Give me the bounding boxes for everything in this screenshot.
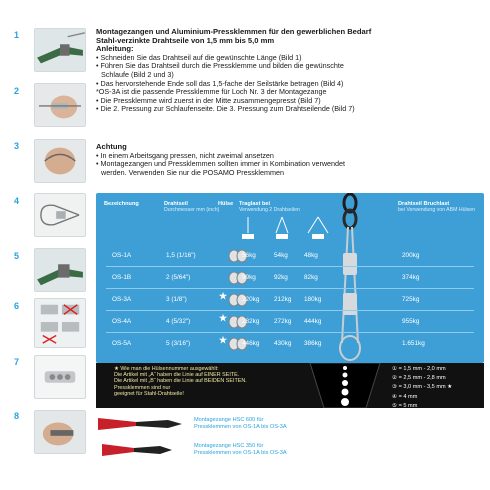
- crimp-tool-image: [96, 438, 186, 462]
- die-info-panel: [96, 363, 484, 408]
- cell-load-2: 212kg: [274, 296, 292, 303]
- cell-break-load: 725kg: [402, 296, 420, 303]
- cell-code: OS-3A: [112, 296, 132, 303]
- star-icon: ★: [219, 291, 228, 301]
- cell-load-3: 386kg: [304, 340, 322, 347]
- instruction-line: Schlaufe (Bild 2 und 3): [101, 69, 174, 79]
- cell-load-3: 48kg: [304, 252, 318, 259]
- instruction-line: • Schneiden Sie das Drahtseil auf die gewünschte Länge (Bild 1): [96, 52, 302, 62]
- instruction-line: • Die 2. Pressung zur Schlaufenseite. Die 3. Pressung zum Drahtseilende (Bild 7): [96, 104, 355, 114]
- step-2-image: [34, 83, 86, 127]
- cell-diameter: 1,5 (1/16"): [166, 252, 196, 259]
- step-5-image: [34, 248, 86, 292]
- instructions-block: [96, 28, 484, 114]
- step-6-image: [34, 298, 86, 348]
- tool-hsc600: [96, 412, 484, 436]
- tool-hsc350: [96, 438, 484, 462]
- star-icon: ★: [219, 313, 228, 323]
- ferrule-selection-note: ★ Wie man die Hülsennummer ausgewählt: Die Artikel mit „A“ haben die Linie auf EINER SEITE. Die Artikel mit „B“ haben die Linie auf BEIDEN SEITEN. Pressklemmen sind nur geeignet für Stahl-Drahtseile!: [114, 366, 247, 397]
- instruction-line: • Das hervorstehende Ende soll das 1,5-fache der Seilstärke betragen (Bild 4): [96, 78, 344, 88]
- step-number-1: 1: [14, 30, 20, 40]
- step-number-4: 4: [14, 196, 20, 206]
- cell-diameter: 4 (5/32"): [166, 318, 191, 325]
- cell-load-3: 180kg: [304, 296, 322, 303]
- star-icon: ★: [219, 335, 228, 345]
- step-number-8: 8: [14, 411, 20, 421]
- cell-code: OS-1B: [112, 274, 132, 281]
- step-7-image: [34, 355, 86, 399]
- table-row: [96, 267, 484, 289]
- instructions-title: Montagezangen und Aluminium-Pressklemmen für den gewerblichen Bedarf: [96, 27, 372, 36]
- step-number-5: 5: [14, 251, 20, 261]
- header-huelse: Hülse: [218, 201, 234, 207]
- instructions-subtitle: Stahl-verzinkte Drahtseile von 1,5 mm bis 5,0 mm: [96, 35, 275, 45]
- cell-break-load: 1.651kg: [402, 340, 425, 347]
- step-4-image: [34, 193, 86, 237]
- step-number-3: 3: [14, 141, 20, 151]
- cell-load-1: 446kg: [242, 340, 260, 347]
- table-row: [96, 333, 484, 355]
- step-number-7: 7: [14, 357, 20, 367]
- step-3-image: [34, 139, 86, 183]
- step-number-2: 2: [14, 86, 20, 96]
- cell-code: OS-5A: [112, 340, 132, 347]
- specs-table: [96, 193, 484, 363]
- cell-load-2: 92kg: [274, 274, 288, 281]
- caution-line: werden. Verwenden Sie nur die POSAMO Pressklemmen: [101, 167, 284, 177]
- cell-code: OS-4A: [112, 318, 132, 325]
- load-angle-icons: [236, 215, 336, 241]
- cell-break-load: 955kg: [402, 318, 420, 325]
- cell-load-1: 220kg: [242, 296, 260, 303]
- cell-load-3: 444kg: [304, 318, 322, 325]
- header-drahtseil: Drahtseil Durchmesser mm (inch): [164, 201, 220, 213]
- caution-line: • Montagezangen und Pressklemmen sollten immer in Kombination verwendet: [96, 159, 346, 169]
- tool-description: Montagezange HSC 350 für Pressklemmen von OS-1A bis OS-3A: [194, 443, 287, 456]
- header-traglast: Traglast bei Verwendung 2 Drahtseilen: [239, 201, 300, 213]
- cell-code: OS-1A: [112, 252, 132, 259]
- cell-break-load: 200kg: [402, 252, 420, 259]
- cell-load-2: 430kg: [274, 340, 292, 347]
- table-row: [96, 311, 484, 333]
- die-hole-legend: ① = 1,5 mm - 2,0 mm ② = 2,5 mm - 2,8 mm ③ = 3,0 mm - 3,5 mm ★ ④ = 4 mm ⑤ = 5 mm: [392, 366, 453, 409]
- step-8-image: [34, 410, 86, 454]
- cell-load-1: 99kg: [242, 274, 256, 281]
- cell-diameter: 5 (3/16"): [166, 340, 191, 347]
- instruction-line: *OS-3A ist die passende Pressklemme für Loch Nr. 3 der Montagezange: [96, 87, 327, 97]
- table-row: [96, 289, 484, 311]
- cell-load-2: 54kg: [274, 252, 288, 259]
- cell-load-1: 56kg: [242, 252, 256, 259]
- table-row: [96, 245, 484, 267]
- cell-load-3: 82kg: [304, 274, 318, 281]
- step-number-6: 6: [14, 301, 20, 311]
- caution-title: Achtung: [96, 142, 127, 151]
- header-bezeichnung: Bezeichnung: [104, 201, 139, 207]
- instructions-heading: Anleitung:: [96, 44, 134, 54]
- caution-block: [96, 143, 484, 177]
- tool-description: Montagezange HSC 600 für Pressklemmen von OS-1A bis OS-3A: [194, 417, 287, 430]
- cell-diameter: 2 (5/64"): [166, 274, 191, 281]
- instruction-line: • Die Pressklemme wird zuerst in der Mitte zusammengepresst (Bild 7): [96, 95, 321, 105]
- caution-line: • In einem Arbeitsgang pressen, nicht zweimal ansetzen: [96, 150, 274, 160]
- step-1-image: [34, 28, 86, 72]
- cell-load-1: 282kg: [242, 318, 260, 325]
- cell-break-load: 374kg: [402, 274, 420, 281]
- cell-load-2: 272kg: [274, 318, 292, 325]
- crimp-die-illustration: [306, 363, 384, 408]
- instruction-line: • Führen Sie das Drahtseil durch die Pressklemme und bilden die gewünschte: [96, 61, 344, 71]
- crimp-tool-image: [96, 412, 186, 436]
- cell-diameter: 3 (1/8"): [166, 296, 187, 303]
- header-bruchlast: Drahtseil Bruchlast bei Verwendung von ABM Hülsen: [398, 201, 475, 213]
